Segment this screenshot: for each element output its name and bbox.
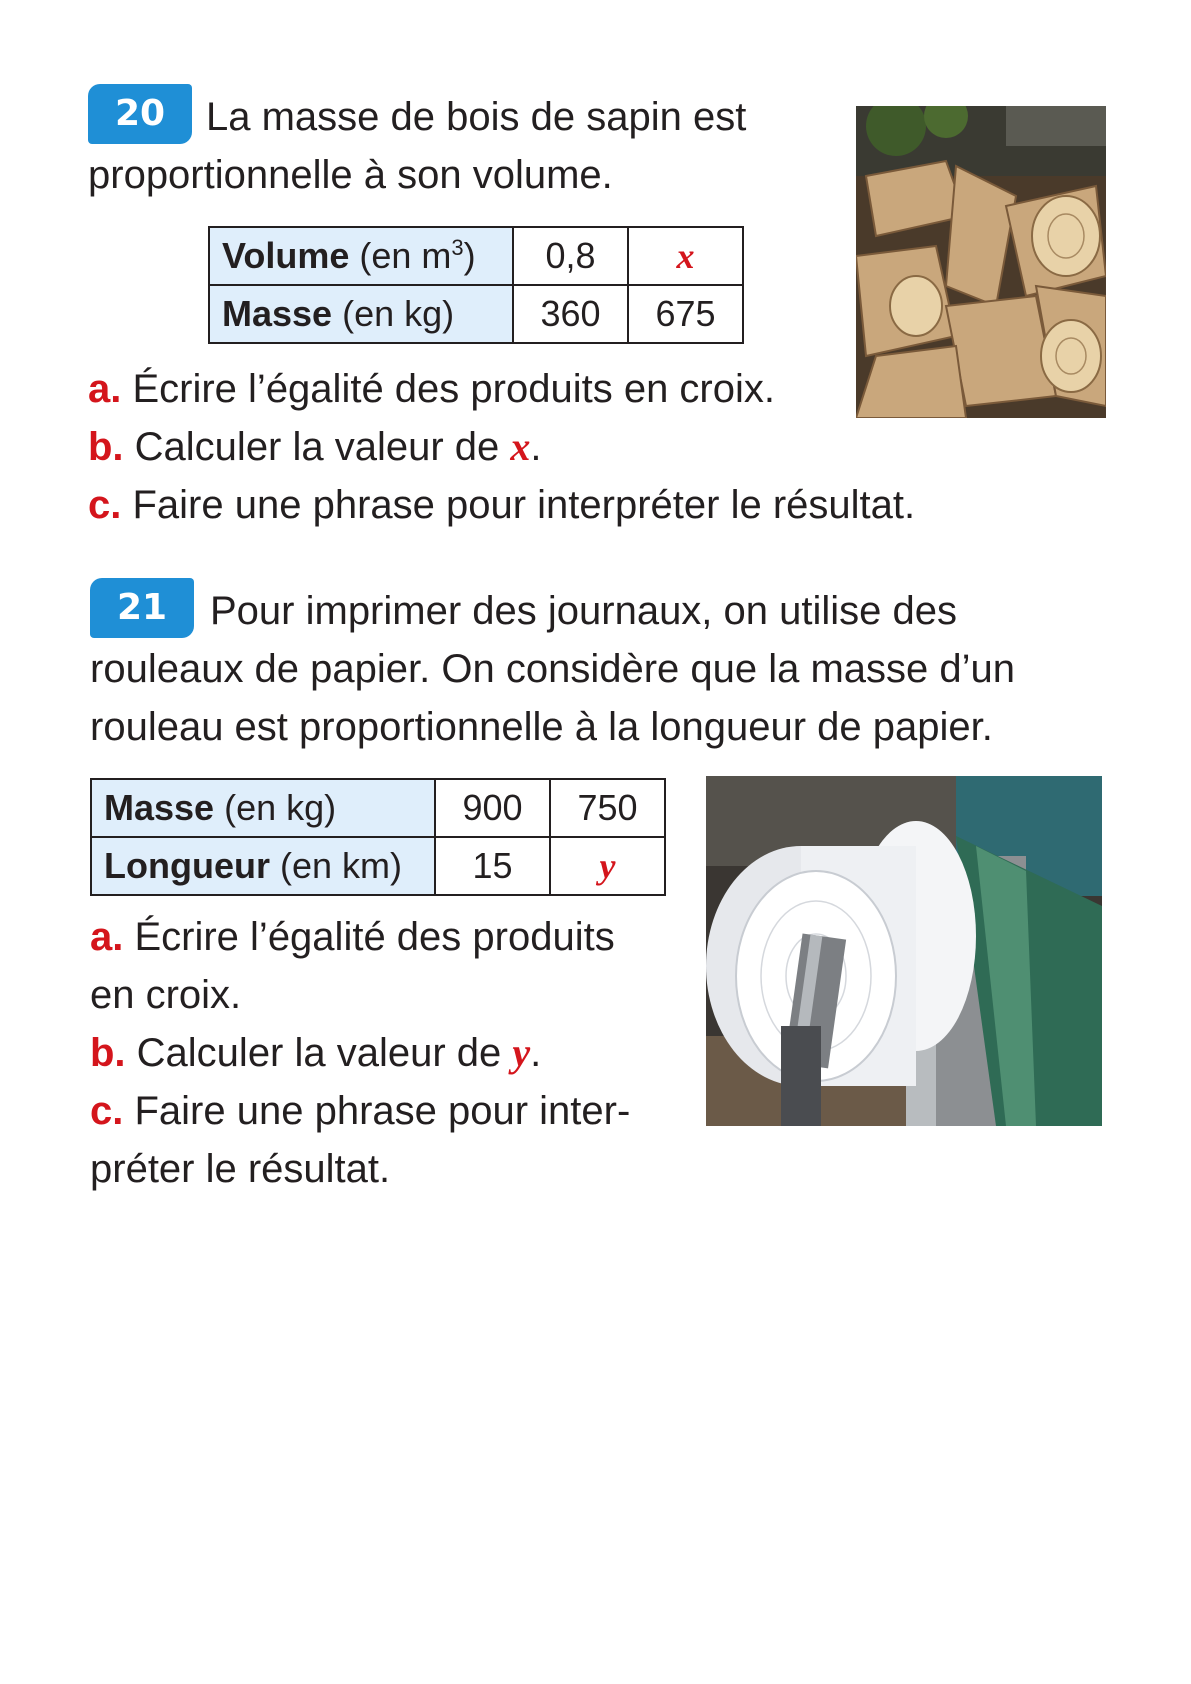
paper-rolls-photo xyxy=(706,776,1102,1126)
question-b: b. Calculer la valeur de x. xyxy=(88,424,542,469)
question-a: a. Écrire l’égalité des produits en croix. xyxy=(88,367,775,411)
table-cell: 750 xyxy=(550,779,665,837)
table-row-header: Longueur (en km) xyxy=(91,837,435,895)
question-c: c. Faire une phrase pour interpréter le résultat. xyxy=(88,483,916,527)
table-row xyxy=(209,285,743,343)
table-row xyxy=(91,779,665,837)
proportion-table xyxy=(208,226,744,344)
table-cell: 15 xyxy=(435,837,550,895)
question-b: b. Calculer la valeur de y. xyxy=(90,1030,542,1075)
exercise-intro-line: proportionnelle à son volume. xyxy=(88,153,613,197)
question-a-continued: en croix. xyxy=(90,973,242,1017)
question-a: a. Écrire l’égalité des produits xyxy=(90,915,615,959)
exercise-intro-line: rouleaux de papier. On considère que la masse d’un xyxy=(90,647,1016,691)
table-cell: 675 xyxy=(628,285,743,343)
exercise-intro-line: Pour imprimer des journaux, on utilise des xyxy=(210,589,958,633)
table-row xyxy=(209,227,743,285)
table-cell: 360 xyxy=(513,285,628,343)
exercise-number-badge: 20 xyxy=(88,84,192,144)
table-cell: 0,8 xyxy=(513,227,628,285)
table-row-header: Masse (en kg) xyxy=(209,285,513,343)
table-row-header: Masse (en kg) xyxy=(91,779,435,837)
table-cell-unknown: y xyxy=(550,837,665,895)
proportion-table xyxy=(90,778,666,896)
question-c-continued: préter le résultat. xyxy=(90,1147,391,1191)
exercise-intro-line: La masse de bois de sapin est xyxy=(206,95,747,139)
exercise-number-badge: 21 xyxy=(90,578,194,638)
question-c: c. Faire une phrase pour inter- xyxy=(90,1089,631,1133)
table-row-header: Volume (en $m^3$) xyxy=(209,227,513,285)
table-row xyxy=(91,837,665,895)
firewood-photo xyxy=(856,106,1106,418)
table-cell-unknown: x xyxy=(628,227,743,285)
table-cell: 900 xyxy=(435,779,550,837)
exercise-intro-line: rouleau est proportionnelle à la longueur de papier. xyxy=(90,705,993,749)
